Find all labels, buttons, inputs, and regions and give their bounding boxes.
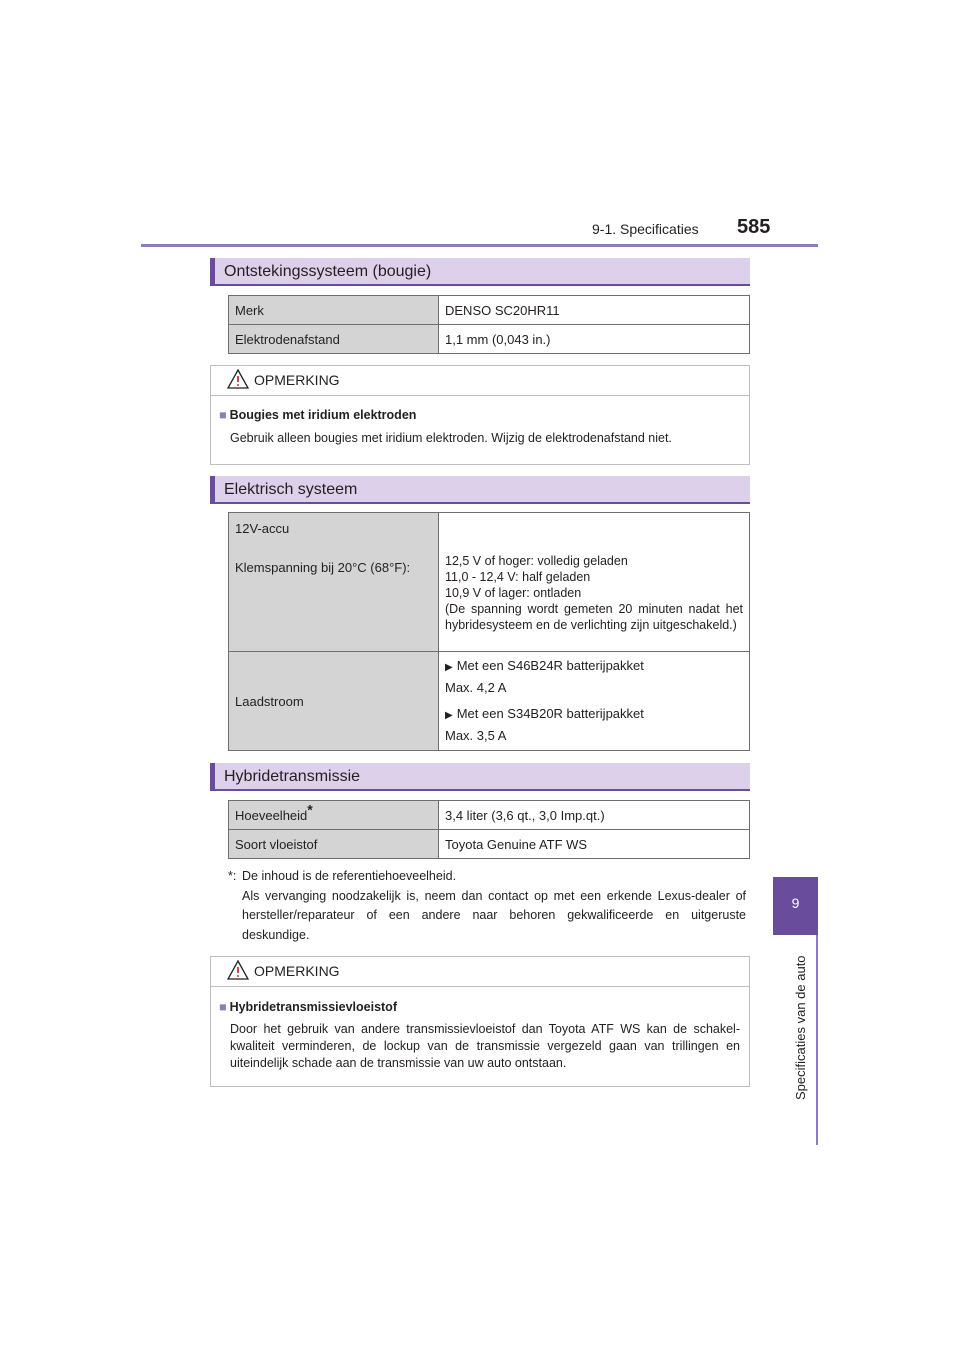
spec-key: Soort vloeistof xyxy=(229,830,439,859)
table-row xyxy=(229,652,750,751)
triangle-arrow-icon: ▶ xyxy=(445,710,453,721)
ignition-spec-table xyxy=(228,295,750,354)
section-title: Ontstekingssysteem (bougie) xyxy=(224,263,432,280)
spec-key: Laadstroom xyxy=(229,652,439,751)
notice-box-spark-plugs xyxy=(210,365,750,465)
hybrid-spec-table xyxy=(228,800,750,859)
spec-key: Merk xyxy=(229,296,439,325)
footnote xyxy=(228,867,746,945)
voltage-line: 12,5 V of hoger: volledig geladen xyxy=(445,554,628,568)
notice-header xyxy=(211,957,749,987)
footnote-mark: *: xyxy=(228,869,237,883)
notice-subtitle-text: Bougies met iridium elektroden xyxy=(229,408,417,422)
footnote-text: Als vervanging noodzakelijk is, neem dan contact op met een erkende Lexus-dealer of hersteller/reparateur of een andere naar behoren gekwalificeerde en uitgeruste deskundige. xyxy=(242,888,746,942)
spec-value xyxy=(439,652,750,751)
notice-subtitle xyxy=(219,408,416,422)
charge-option-heading xyxy=(445,704,743,726)
spec-value: DENSO SC20HR11 xyxy=(439,296,750,325)
chapter-tab-rule xyxy=(816,935,818,1145)
spec-key xyxy=(229,801,439,830)
spec-key-text: Hoeveelheid xyxy=(235,807,308,823)
page-number: 585 xyxy=(737,216,771,238)
footnote-text: De inhoud is de referentiehoeveelheid. xyxy=(242,869,457,883)
charge-option-value: Max. 3,5 A xyxy=(445,728,507,743)
section-title: Hybridetransmissie xyxy=(224,768,361,785)
table-row xyxy=(229,801,750,830)
spec-value: Toyota Genuine ATF WS xyxy=(439,830,750,859)
charge-option-value: Max. 4,2 A xyxy=(445,680,507,695)
voltage-line: 10,9 V of lager: ontladen xyxy=(445,586,582,600)
notice-header xyxy=(211,366,749,396)
section-heading-hybrid xyxy=(210,763,750,791)
table-row xyxy=(229,325,750,354)
warning-triangle-icon xyxy=(227,960,249,980)
voltage-line: 11,0 - 12,4 V: half geladen xyxy=(445,570,591,584)
section-heading-electrical xyxy=(210,476,750,504)
spec-value: 3,4 liter (3,6 qt., 3,0 Imp.qt.) xyxy=(439,801,750,830)
warning-triangle-icon xyxy=(227,369,249,389)
notice-title: OPMERKING xyxy=(254,963,340,979)
electrical-spec-table xyxy=(228,512,750,751)
chapter-tab-label: Specificaties van de auto xyxy=(793,955,808,1100)
running-header-section: 9-1. Specificaties xyxy=(592,221,699,237)
square-bullet-icon: ■ xyxy=(219,1000,227,1014)
table-row xyxy=(229,830,750,859)
voltage-note: (De spanning wordt gemeten 20 minuten nadat het hybridesysteem en de verlichting zijn uitgeschakeld.) xyxy=(445,602,743,632)
table-row xyxy=(229,296,750,325)
notice-title: OPMERKING xyxy=(254,372,340,388)
notice-text: Gebruik alleen bougies met iridium elektroden. Wijzig de elektrodenafstand niet. xyxy=(230,431,672,445)
footnote-star: * xyxy=(307,801,313,818)
section-heading-ignition xyxy=(210,258,750,286)
footnote-body xyxy=(228,867,746,945)
charge-option-label: Met een S34B20R batterijpakket xyxy=(456,706,644,721)
spec-value xyxy=(439,513,750,652)
spec-value: 1,1 mm (0,043 in.) xyxy=(439,325,750,354)
charge-option-heading xyxy=(445,656,743,678)
notice-box-transmission-fluid xyxy=(210,956,750,1087)
charge-option-label: Met een S46B24R batterijpakket xyxy=(456,658,644,673)
notice-text: Door het gebruik van andere transmissievloeistof dan Toyota ATF WS kan de schakelkwaliteit verminderen, de lockup van de transmissie vergezeld gaan van trillingen en uiteindelijk schade aan de transmissie van uw auto ontstaan. xyxy=(230,1022,740,1070)
notice-subtitle-text: Hybridetransmissievloeistof xyxy=(229,1000,397,1014)
spec-key: Elektrodenafstand xyxy=(229,325,439,354)
triangle-arrow-icon: ▶ xyxy=(445,662,453,673)
section-title: Elektrisch systeem xyxy=(224,481,358,498)
spec-key xyxy=(229,513,439,652)
square-bullet-icon: ■ xyxy=(219,408,227,422)
table-row xyxy=(229,513,750,652)
voltage-label: Klemspanning bij 20°C (68°F): xyxy=(235,560,411,575)
battery-label: 12V-accu xyxy=(235,521,290,536)
notice-subtitle xyxy=(219,1000,397,1014)
chapter-tab-number: 9 xyxy=(791,895,800,911)
header-rule xyxy=(141,244,818,247)
